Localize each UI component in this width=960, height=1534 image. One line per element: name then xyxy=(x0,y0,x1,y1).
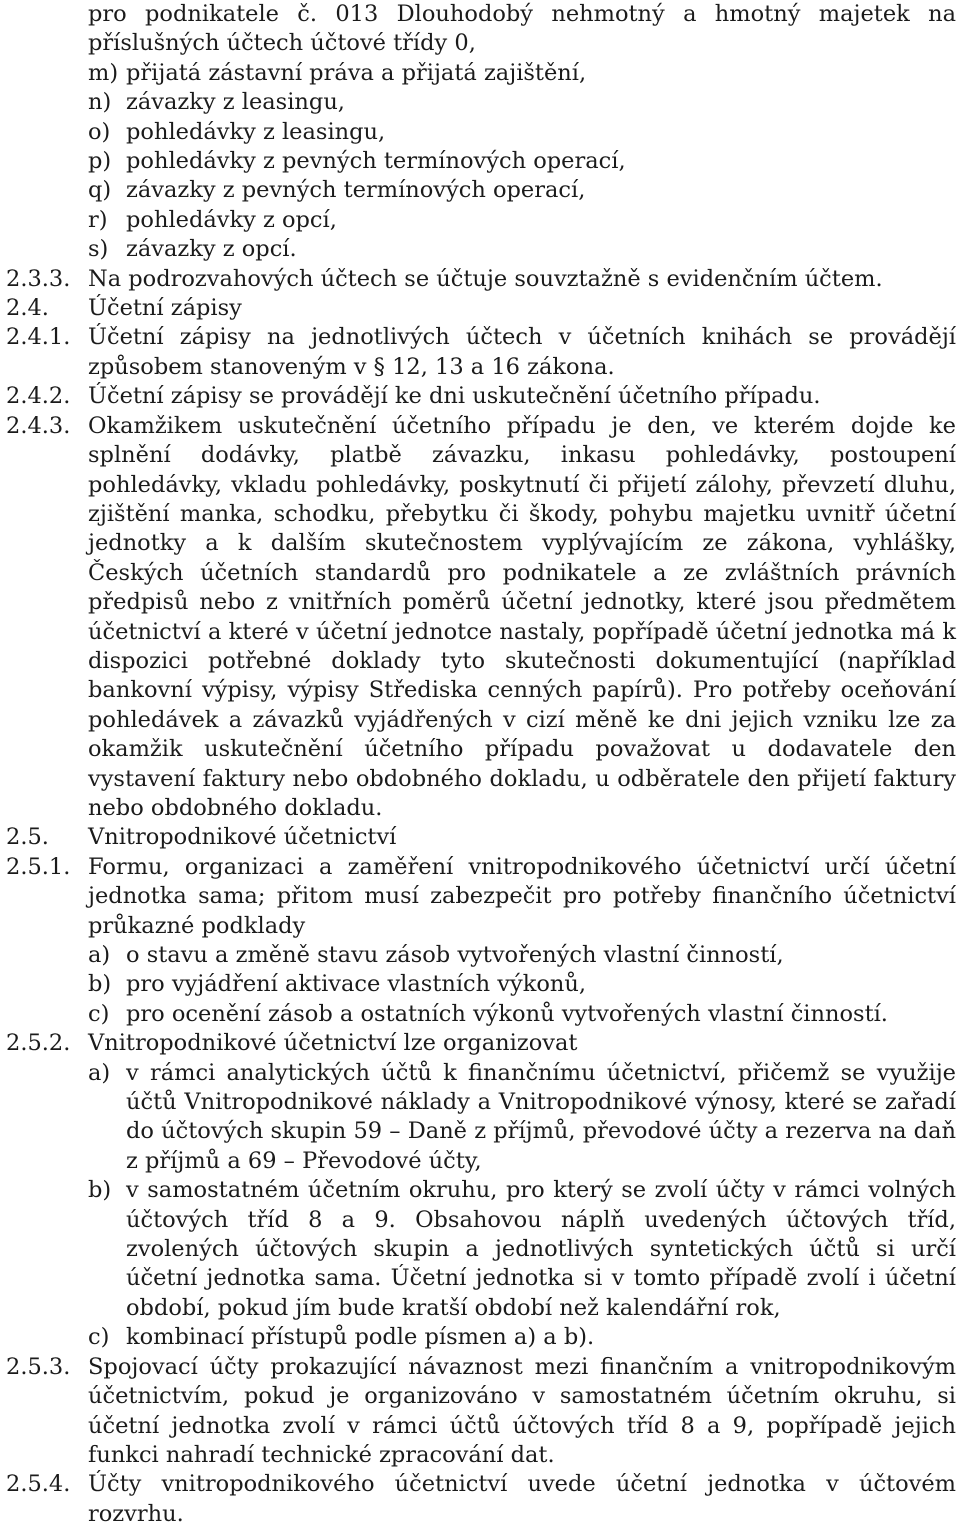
list-label: b) xyxy=(88,971,112,998)
list-item-a xyxy=(88,941,956,970)
list-item-a xyxy=(88,1059,956,1177)
list-item-b xyxy=(88,970,956,999)
list-label: r) xyxy=(88,206,108,233)
list-label: a) xyxy=(88,1059,111,1086)
section-2-4-1 xyxy=(6,323,956,382)
section-2-5-4 xyxy=(6,1470,956,1529)
list-label: p) xyxy=(88,148,112,175)
list-label: c) xyxy=(88,1324,110,1351)
list-text: pohledávky z pevných termínových operací, xyxy=(126,148,626,175)
section-2-4-2 xyxy=(6,382,956,411)
section-number: 2.4.3. xyxy=(6,412,71,439)
section-number: 2.5. xyxy=(6,824,49,851)
list-item-s xyxy=(88,235,956,264)
list-item-p xyxy=(88,147,956,176)
list-label: n) xyxy=(88,89,112,116)
list-label: q) xyxy=(88,177,112,204)
section-2-3-3 xyxy=(6,265,956,294)
section-heading: Vnitropodnikové účetnictví xyxy=(88,824,397,851)
list-item-q xyxy=(88,176,956,205)
list-text: v samostatném účetním okruhu, pro který se zvolí účty v rámci volných účtových tříd 8 a 9. Obsahovou náplň uvedených účtových tříd, zvolených účtových skupin a jednotlivých syntetických účtů si určí účetní jednotka sama. Účetní jednotka si v tomto případě zvolí i účetní období, pokud jím bude kratší období než kalendářní rok, xyxy=(126,1177,956,1321)
list-label: b) xyxy=(88,1177,112,1204)
section-number: 2.3.3. xyxy=(6,265,71,292)
list-text: pohledávky z leasingu, xyxy=(126,118,386,145)
section-number: 2.5.2. xyxy=(6,1030,71,1057)
list-item-m xyxy=(88,59,956,88)
list-label: c) xyxy=(88,1000,110,1027)
list-text: závazky z leasingu, xyxy=(126,89,345,116)
section-text: Formu, organizaci a zaměření vnitropodnikového účetnictví určí účetní jednotka sama; přitom musí zabezpečit pro potřeby finančního účetnictví průkazné podklady xyxy=(88,853,956,939)
list-text: kombinací přístupů podle písmen a) a b). xyxy=(126,1324,595,1351)
list-text: závazky z opcí. xyxy=(126,236,297,263)
section-number: 2.4. xyxy=(6,295,49,322)
section-2-5-1 xyxy=(6,853,956,1029)
section-text: Na podrozvahových účtech se účtuje souvztažně s evidenčním účtem. xyxy=(88,265,883,292)
list-label: o) xyxy=(88,118,111,145)
list-item-c xyxy=(88,1323,956,1352)
section-2-4-3 xyxy=(6,412,956,824)
section-heading: Účetní zápisy xyxy=(88,295,242,322)
list-label: m) xyxy=(88,59,119,86)
list-item-b xyxy=(88,1176,956,1323)
continuation-block xyxy=(88,0,956,265)
section-text: Vnitropodnikové účetnictví lze organizovat xyxy=(88,1030,578,1057)
list-item-r xyxy=(88,206,956,235)
list-text: pro vyjádření aktivace vlastních výkonů, xyxy=(126,971,587,998)
list-text: pro ocenění zásob a ostatních výkonů vytvořených vlastní činností. xyxy=(126,1000,888,1027)
section-text: Účetní zápisy na jednotlivých účtech v účetních knihách se provádějí způsobem stanoveným v § 12, 13 a 16 zákona. xyxy=(88,324,956,380)
section-text: Okamžikem uskutečnění účetního případu je den, ve kterém dojde ke splnění dodávky, platbě závazku, inkasu pohledávky, postoupení pohledávky, vkladu pohledávky, poskytnutí či přijetí zálohy, převzetí dluhu, zjištění manka, schodku, přebytku či škody, pohybu majetku uvnitř účetní jednotky a k dalším skutečnostem vyplývajícím ze zákona, vyhlášky, Českých účetních standardů pro podnikatele a ze zvláštních právních předpisů nebo z vnitřních poměrů účetní jednotky, které jsou předmětem účetnictví a které v účetní jednotce nastaly, popřípadě účetní jednotka má k dispozici potřebné doklady tyto skutečnosti dokumentující (například bankovní výpisy, výpisy Střediska cenných papírů). Pro potřeby oceňování pohledávek a závazků vyjádřených v cizí měně ke dni jejich vzniku lze za okamžik uskutečnění účetního případu považovat u dodavatele den vystavení faktury nebo obdobného dokladu, u odběratele den přijetí faktury nebo obdobného dokladu. xyxy=(88,412,956,821)
section-number: 2.5.1. xyxy=(6,853,71,880)
list-text: pohledávky z opcí, xyxy=(126,206,337,233)
section-text: Účty vnitropodnikového účetnictví uvede účetní jednotka v účtovém rozvrhu. xyxy=(88,1471,956,1527)
list-text: v rámci analytických účtů k finančnímu účetnictví, přičemž se využije účtů Vnitropodnikové náklady a Vnitropodnikové výnosy, které se zařadí do účtových skupin 59 – Daně z příjmů, převodové účty a rezerva na daň z příjmů a 69 – Převodové účty, xyxy=(126,1059,956,1174)
list-label: s) xyxy=(88,236,109,263)
list-text: závazky z pevných termínových operací, xyxy=(126,177,586,204)
list-label: a) xyxy=(88,942,111,968)
continuation-paragraph: pro podnikatele č. 013 Dlouhodobý nehmotný a hmotný majetek na příslušných účtech účtové třídy 0, xyxy=(88,1,956,57)
section-2-5-3 xyxy=(6,1353,956,1471)
section-number: 2.5.4. xyxy=(6,1471,71,1498)
list-text: přijatá zástavní práva a přijatá zajištění, xyxy=(126,59,587,86)
section-text: Spojovací účty prokazující návaznost mezi finančním a vnitropodnikovým účetnictvím, pokud je organizováno v samostatném účetním okruhu, si účetní jednotka zvolí v rámci účtů účtových tříd 8 a 9, popřípadě jejich funkci nahradí technické zpracování dat. xyxy=(88,1353,956,1468)
section-text: Účetní zápisy se provádějí ke dni uskutečnění účetního případu. xyxy=(88,383,821,410)
list-text: o stavu a změně stavu zásob vytvořených vlastní činností, xyxy=(126,942,784,968)
list-item-c xyxy=(88,1000,956,1029)
document-page xyxy=(6,0,956,1529)
section-number: 2.4.2. xyxy=(6,383,71,410)
section-2-5-2 xyxy=(6,1029,956,1352)
section-2-5 xyxy=(6,823,956,852)
section-number: 2.4.1. xyxy=(6,324,71,351)
section-2-4 xyxy=(6,294,956,323)
list-item-o xyxy=(88,118,956,147)
section-number: 2.5.3. xyxy=(6,1353,71,1380)
list-item-n xyxy=(88,88,956,117)
